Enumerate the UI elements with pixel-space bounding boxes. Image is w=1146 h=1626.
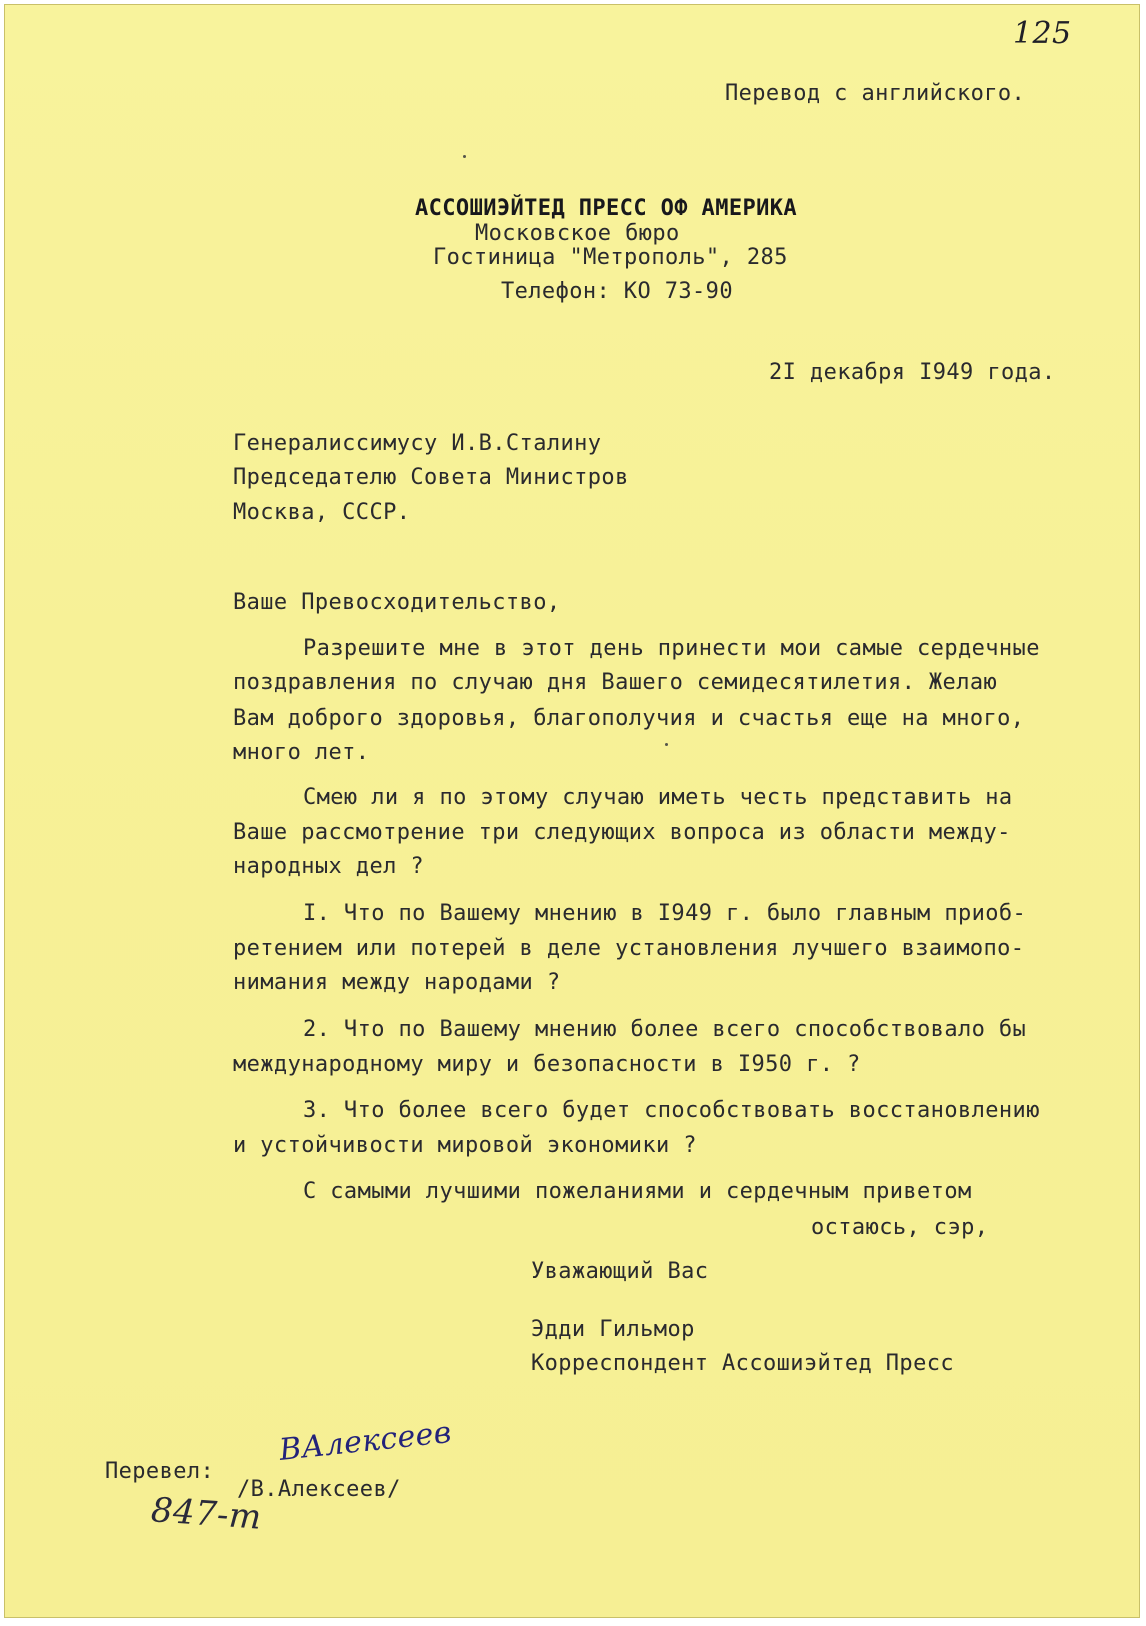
translator-name: /В.Алексеев/ [237,1477,401,1502]
document-page [4,4,1140,1618]
bureau-address: Гостиница "Метрополь", 285 [433,245,788,270]
closing-line-2: остаюсь, сэр, [811,1215,989,1240]
recipient-line-2: Председателю Совета Министров [233,465,629,490]
signature-title: Корреспондент Ассошиэйтед Пресс [531,1351,954,1376]
bureau-phone: Телефон: КО 73-90 [501,279,733,304]
paragraph-1-line-1: Разрешите мне в этот день принести мои самые сердечные [303,636,1040,661]
letter-date: 2I декабря I949 года. [769,360,1056,385]
paper-speck [665,743,668,746]
recipient-line-3: Москва, СССР. [233,500,411,525]
paper-speck [463,155,466,158]
question-3-line-2: и устойчивости мировой экономики ? [233,1133,697,1158]
paragraph-1-line-3: Вам доброго здоровья, благополучия и счастья еще на много, [233,706,1025,731]
question-1-line-3: нимания между народами ? [233,970,561,995]
closing-line-1: С самыми лучшими пожеланиями и сердечным приветом [303,1179,972,1204]
question-1-line-1: I. Что по Вашему мнению в I949 г. было главным приоб- [303,901,1027,926]
org-name: АССОШИЭЙТЕД ПРЕСС ОФ АМЕРИКА [415,196,798,221]
signature-regards: Уважающий Вас [531,1259,709,1284]
translator-label: Перевел: [105,1459,215,1484]
question-2-line-1: 2. Что по Вашему мнению более всего способствовало бы [303,1017,1027,1042]
translator-signature: ВАлексеев [277,1415,454,1468]
handwritten-note: 847-m [149,1490,263,1538]
bureau-name: Московское бюро [475,221,680,246]
salutation: Ваше Превосходительство, [233,590,561,615]
question-3-line-1: 3. Что более всего будет способствовать восстановлению [303,1098,1040,1123]
question-1-line-2: ретением или потерей в деле установления лучшего взаимопо- [233,936,1025,961]
paragraph-1-line-2: поздравления по случаю дня Вашего семидесятилетия. Желаю [233,670,998,695]
translation-note: Перевод с английского. [725,81,1026,106]
paragraph-1-line-4: много лет. [233,740,370,765]
paragraph-2-line-1: Смею ли я по этому случаю иметь честь представить на [303,785,1013,810]
signature-name: Эдди Гильмор [531,1317,695,1342]
recipient-line-1: Генералиссимусу И.В.Сталину [233,431,602,456]
paragraph-2-line-2: Ваше рассмотрение три следующих вопроса из области между- [233,820,1011,845]
archive-page-number: 125 [1013,16,1072,51]
question-2-line-2: международному миру и безопасности в I950 г. ? [233,1052,861,1077]
paragraph-2-line-3: народных дел ? [233,854,425,879]
